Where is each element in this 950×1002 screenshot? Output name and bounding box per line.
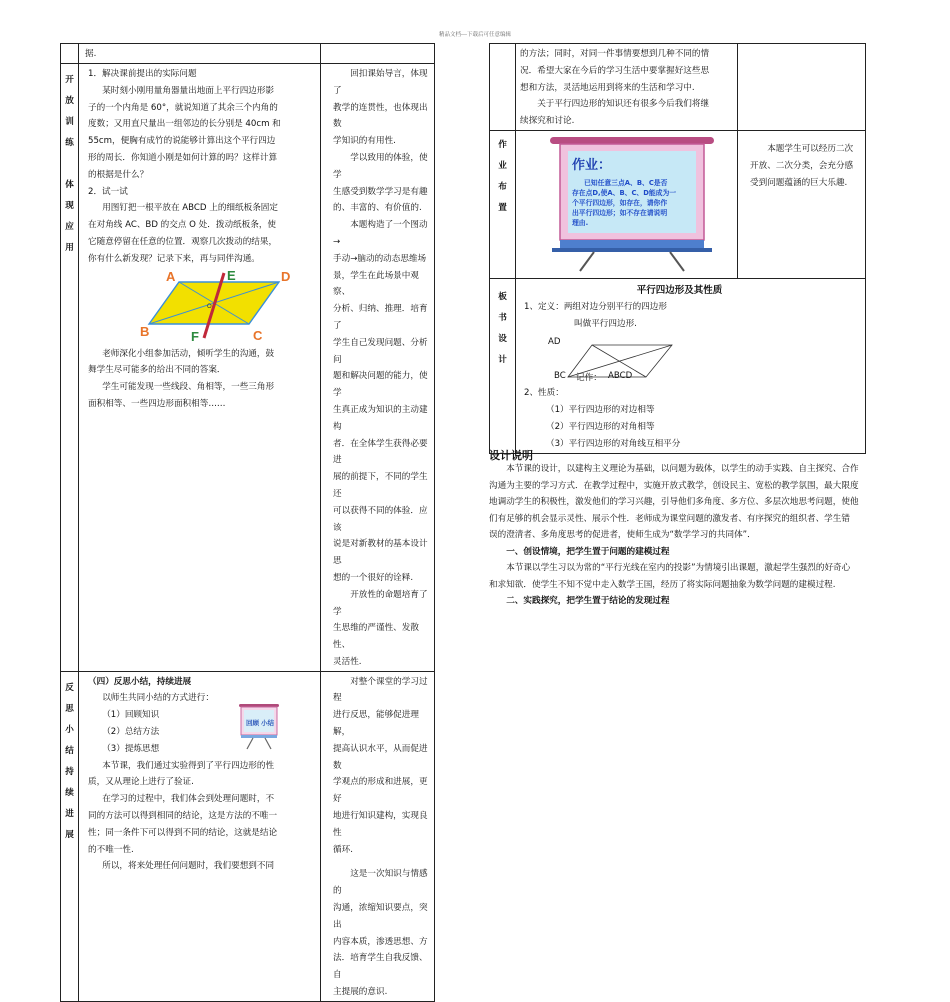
board-word-summary: 小结 [261, 718, 274, 727]
design-intent-reflection: 对整个课堂的学习过程 进行反思，能够促进理解， 提高认识水平，从而促进数 学观点的形成和进展，更好 地进行知识建构，实现良性 循环. 这是一次知识与情感的 沟通，浓缩知识要点，突出 内容本质，渗透思想、方 法．培育学生自我反馈、自 主提展的意识. [321, 671, 435, 1001]
design-intent-open-training: 回扣课始导言，体现了 教学的连贯性，也体现出数 学知识的有用性. 学以致用的体验，使学 生感受到数学学习是有趣 的、丰富的、有价值的. 本题构造了一个图动→ 手动→脑动的动态思维场 景，学生在此场景中观察、 分析、归纳、推理．培育了 学生自己发现问题、分析问 题和解决问题的能力，使学 生真正成为知识的主动建构 者．在全体学生获得必要进 展的前提下，不同的学生还 可以获得不同的体验．应该 说是对新教材的基本设计思 想的一个很好的诠释. 开放性的命题培育了学 生思维的严谨性、发散性、 灵活性. [321, 64, 435, 672]
homework-board-cell [516, 130, 738, 278]
vertex-d: D [281, 268, 291, 284]
homework-board-illustration [524, 133, 736, 273]
board-title: 平行四边形及其性质 [636, 284, 723, 296]
vertex-a: A [166, 268, 176, 284]
homework-board-title: 作业： [572, 157, 612, 173]
table-top-text: 据. [85, 49, 97, 59]
left-lesson-table [60, 43, 435, 1002]
design-heading-1: 一、创设情境，把学生置于问题的建模过程 [506, 546, 670, 557]
homework-intent: 本题学生可以经历二次 开放、二次分类，会充分感 受到问题蕴涵的巨大乐趣. [738, 130, 866, 278]
board-design-content: 平行四边形及其性质 1、定义：两组对边分别平行的四边形 叫做平行四边形. AD BC 记作： ABCD 2、性质： （1）平行四边形的对边相等 （2）平行四边形的对角相等 （3）平行四边形的对角线互相平分 [516, 278, 866, 453]
continued-content: 的方法；同时，对同一件事情要想到几种不同的情 况．希望大家在今后的学习生活中要掌握好这些思 想和方法，灵活地运用到将来的生活和学习中. 关于平行四边形的知识还有很多今后我们将继 续探究和讨论. [516, 44, 738, 131]
svg-text:已知任意三点A、B、C是否: 已知任意三点A、B、C是否 [584, 178, 668, 187]
svg-text:理由.: 理由. [572, 218, 589, 227]
design-notes: 本节课的设计，以建构主义理论为基础，以问题为载体，以学生的动手实践、自主探究、合作 沟通为主要的学习方式．在教学过程中，实施开放式教学，创设民主、宽松的教学氛围，最大限度 地调动学生的积极性，激发他们的学习兴趣，引导他们多角度、多方位、多层次地思考问题，使他 们有足够的机会显示灵性、展示个性．老师成为课堂问题的激发者、有序探究的组织者、学生错 误的澄清者、多角度思考的促进者，使师生成为“数学学习的共同体”． 一、创设情境，把学生置于问题的建模过程 本节课以学生习以为常的“平行光线在室内的投影”为情境引出课题，激起学生强烈的好奇心 和求知欲．使学生不知不觉中走入数学王国，经历了将实际问题抽象为数学问题的建模过程. 二、实践探究，把学生置于结论的发现过程 [489, 461, 901, 610]
point-f: F [191, 328, 199, 344]
design-notes-title: 设计说明 [489, 449, 533, 462]
center-o: O [207, 303, 212, 310]
reflection-content: （四）反思小结，持续进展 以师生共同小结的方式进行： （1）回顾知识 （2）总结方法 （3）提炼思想 本节课，我们通过实验得到了平行四边形的性 质，又从理论上进行了验证. 在学习的过程中，我们体会到处理问题时，不 同的方法可以得到相同的结论，这是方法的不唯一 性；同一条件下可以得到不同的结论，这就是结论 的不唯一性. 所以，将来处理任何问题时，我们要想到不同 回顾 小结 [79, 671, 321, 1001]
activity-content: 1．解决课前提出的实际问题 某时刻小刚用量角器量出地面上平行四边形影 子的一个内角是 60°，就说知道了其余三个内角的 度数；又用直尺量出一组邻边的长分别是 40cm 和 55cm，便胸有成竹的说能够计算出这个平行四边 形的周长．你知道小刚是如何计算的吗？这样计算 的根据是什么？ 2．试一试 用图钉把一根平放在 ABCD 上的细纸板条固定 在对角线 AC、BD 的交点 O 处．拨动纸板条，使 它随意停留在任意的位置．观察几次拨动的结果， 你有什么新发现？记录下来，再与同伴沟通。 A E D B F C O 老师深化小组参加活动，倾听学生的沟通，鼓 舞学生尽可能多的给出不同的答案． 学生可能发现一些线段、角相等，一些三角形 面积相等、一些四边形面积相等…… [79, 64, 321, 672]
vertex-c: C [253, 327, 263, 343]
vertex-b: B [140, 323, 150, 339]
page-header: 精品文档---下载后可任意编辑 [439, 32, 511, 38]
point-e: E [227, 267, 236, 283]
parallelogram-figure [140, 267, 291, 344]
svg-text:个平行四边形，如存在，请你作: 个平行四边形，如存在，请你作 [572, 198, 668, 207]
design-heading-2: 二、实践探究，把学生置于结论的发现过程 [506, 596, 670, 606]
svg-text:存在点D,使A、B、C、D能成为一: 存在点D,使A、B、C、D能成为一 [572, 188, 677, 197]
section-label-open-training: 开 放 训 练 体 现 应 用 [61, 64, 79, 672]
section-label-reflection: 反 思 小 结 持 续 进 展 [61, 671, 79, 1001]
board-word-review: 回顾 [246, 718, 259, 727]
section-label-homework: 作 业 布 置 [490, 130, 516, 278]
right-lesson-table [489, 43, 866, 454]
parallelogram-sketch: AD BC 记作： ABCD [524, 333, 865, 385]
review-board-illustration [231, 702, 287, 750]
svg-text:出平行四边形；如不存在请说明: 出平行四边形；如不存在请说明 [572, 208, 668, 217]
section-label-board-design: 板 书 设 计 [490, 278, 516, 453]
